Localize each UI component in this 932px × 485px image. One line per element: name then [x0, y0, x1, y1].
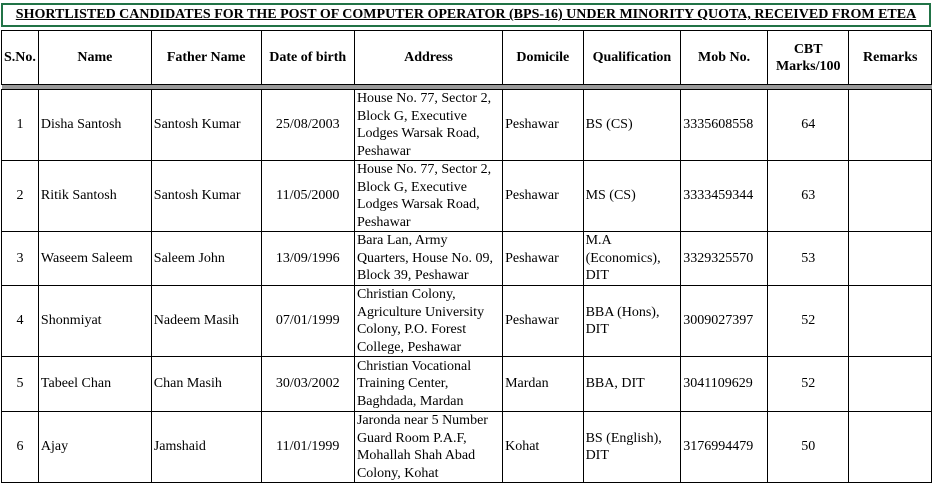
candidates-table	[1, 30, 932, 483]
cell-father[interactable]: Santosh Kumar	[151, 161, 261, 232]
cell-sno[interactable]: 6	[2, 412, 39, 483]
cell-marks[interactable]: 50	[767, 412, 849, 483]
header-mob[interactable]: Mob No.	[681, 31, 768, 85]
cell-name[interactable]: Shonmiyat	[38, 286, 151, 357]
cell-domicile[interactable]: Peshawar	[503, 232, 583, 286]
cell-sno[interactable]: 5	[2, 357, 39, 412]
table-row	[2, 90, 932, 161]
cell-father[interactable]: Santosh Kumar	[151, 90, 261, 161]
cell-mob[interactable]: 3333459344	[681, 161, 768, 232]
cell-mob[interactable]: 3329325570	[681, 232, 768, 286]
cell-marks[interactable]: 63	[767, 161, 849, 232]
cell-address[interactable]: House No. 77, Sector 2, Block G, Executive Lodges Warsak Road, Peshawar	[354, 161, 502, 232]
header-marks[interactable]: CBT Marks/100	[767, 31, 849, 85]
cell-address[interactable]: House No. 77, Sector 2, Block G, Executive Lodges Warsak Road, Peshawar	[354, 90, 502, 161]
header-remarks[interactable]: Remarks	[849, 31, 932, 85]
cell-mob[interactable]: 3041109629	[681, 357, 768, 412]
cell-father[interactable]: Jamshaid	[151, 412, 261, 483]
cell-qualification[interactable]: BS (English), DIT	[583, 412, 681, 483]
cell-remarks[interactable]	[849, 412, 932, 483]
header-sno[interactable]: S.No.	[2, 31, 39, 85]
cell-sno[interactable]: 3	[2, 232, 39, 286]
cell-sno[interactable]: 2	[2, 161, 39, 232]
cell-qualification[interactable]: BS (CS)	[583, 90, 681, 161]
cell-marks[interactable]: 64	[767, 90, 849, 161]
header-domicile[interactable]: Domicile	[503, 31, 583, 85]
cell-father[interactable]: Chan Masih	[151, 357, 261, 412]
cell-domicile[interactable]: Mardan	[503, 357, 583, 412]
cell-remarks[interactable]	[849, 232, 932, 286]
cell-father[interactable]: Nadeem Masih	[151, 286, 261, 357]
table-row	[2, 286, 932, 357]
cell-dob[interactable]: 07/01/1999	[261, 286, 354, 357]
cell-dob[interactable]: 11/05/2000	[261, 161, 354, 232]
cell-dob[interactable]: 13/09/1996	[261, 232, 354, 286]
cell-domicile[interactable]: Peshawar	[503, 161, 583, 232]
cell-father[interactable]: Saleem John	[151, 232, 261, 286]
cell-mob[interactable]: 3009027397	[681, 286, 768, 357]
cell-mob[interactable]: 3176994479	[681, 412, 768, 483]
table-row	[2, 161, 932, 232]
cell-marks[interactable]: 52	[767, 357, 849, 412]
cell-domicile[interactable]: Peshawar	[503, 90, 583, 161]
cell-qualification[interactable]: BBA, DIT	[583, 357, 681, 412]
cell-dob[interactable]: 25/08/2003	[261, 90, 354, 161]
header-name[interactable]: Name	[38, 31, 151, 85]
cell-domicile[interactable]: Kohat	[503, 412, 583, 483]
header-address[interactable]: Address	[354, 31, 502, 85]
cell-qualification[interactable]: BBA (Hons), DIT	[583, 286, 681, 357]
header-dob[interactable]: Date of birth	[261, 31, 354, 85]
header-row	[2, 31, 932, 85]
cell-sno[interactable]: 4	[2, 286, 39, 357]
table-row	[2, 357, 932, 412]
table-row	[2, 412, 932, 483]
cell-dob[interactable]: 11/01/1999	[261, 412, 354, 483]
cell-domicile[interactable]: Peshawar	[503, 286, 583, 357]
cell-name[interactable]: Ritik Santosh	[38, 161, 151, 232]
cell-marks[interactable]: 52	[767, 286, 849, 357]
cell-name[interactable]: Waseem Saleem	[38, 232, 151, 286]
cell-address[interactable]: Christian Vocational Training Center, Baghdada, Mardan	[354, 357, 502, 412]
table-row	[2, 232, 932, 286]
header-father-name[interactable]: Father Name	[151, 31, 261, 85]
cell-remarks[interactable]	[849, 161, 932, 232]
cell-mob[interactable]: 3335608558	[681, 90, 768, 161]
cell-remarks[interactable]	[849, 90, 932, 161]
sheet-title[interactable]: SHORTLISTED CANDIDATES FOR THE POST OF COMPUTER OPERATOR (BPS-16) UNDER MINORITY QUOTA, RECEIVED FROM ETEA	[1, 3, 931, 27]
cell-qualification[interactable]: M.A (Economics), DIT	[583, 232, 681, 286]
cell-name[interactable]: Disha Santosh	[38, 90, 151, 161]
cell-address[interactable]: Bara Lan, Army Quarters, House No. 09, Block 39, Peshawar	[354, 232, 502, 286]
cell-name[interactable]: Tabeel Chan	[38, 357, 151, 412]
cell-address[interactable]: Christian Colony, Agriculture University Colony, P.O. Forest College, Peshawar	[354, 286, 502, 357]
cell-name[interactable]: Ajay	[38, 412, 151, 483]
cell-address[interactable]: Jaronda near 5 Number Guard Room P.A.F, Mohallah Shah Abad Colony, Kohat	[354, 412, 502, 483]
cell-qualification[interactable]: MS (CS)	[583, 161, 681, 232]
cell-remarks[interactable]	[849, 357, 932, 412]
header-qualification[interactable]: Qualification	[583, 31, 681, 85]
cell-sno[interactable]: 1	[2, 90, 39, 161]
cell-dob[interactable]: 30/03/2002	[261, 357, 354, 412]
cell-marks[interactable]: 53	[767, 232, 849, 286]
cell-remarks[interactable]	[849, 286, 932, 357]
